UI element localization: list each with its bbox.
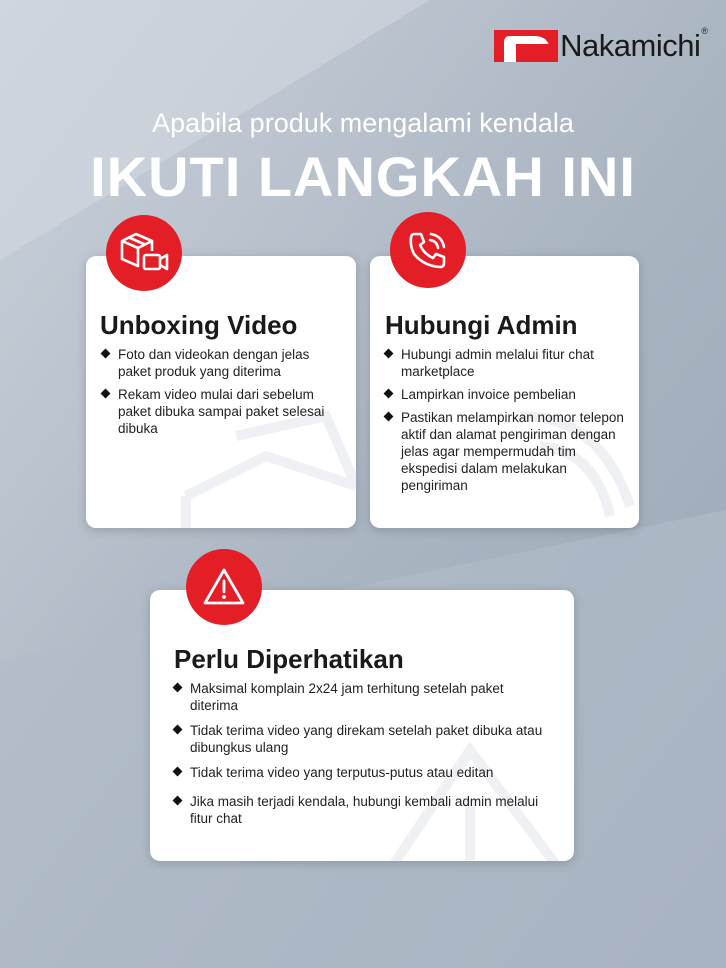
bullet-diamond-icon xyxy=(384,389,394,399)
bullet-diamond-icon xyxy=(173,725,183,735)
admin-card xyxy=(370,256,639,528)
warning-badge xyxy=(186,549,262,625)
list-item: Lampirkan invoice pembelian xyxy=(385,386,625,403)
bullet-diamond-icon xyxy=(384,412,394,422)
list-item: Rekam video mulai dari sebelum paket dibuka sampai paket selesai dibuka xyxy=(102,386,338,437)
registered-mark: ® xyxy=(701,26,708,36)
bullet-diamond-icon xyxy=(101,389,111,399)
list-item: Tidak terima video yang terputus-putus atau editan xyxy=(174,764,554,781)
brand-logo xyxy=(494,28,708,64)
bullet-diamond-icon xyxy=(101,349,111,359)
unboxing-card xyxy=(86,256,356,528)
admin-list xyxy=(385,346,625,500)
list-item: Pastikan melampirkan nomor telepon aktif dan alamat pengiriman dengan jelas agar mempermudah tim ekspedisi dalam melakukan pengiriman xyxy=(385,409,625,494)
headline-title: IKUTI LANGKAH INI xyxy=(90,145,636,208)
bullet-diamond-icon xyxy=(173,767,183,777)
bullet-diamond-icon xyxy=(384,349,394,359)
box-video-icon xyxy=(118,231,170,275)
list-item: Maksimal komplain 2x24 jam terhitung setelah paket diterima xyxy=(174,680,554,714)
notice-card xyxy=(150,590,574,861)
unboxing-list xyxy=(102,346,338,443)
headline-subtitle: Apabila produk mengalami kendala xyxy=(152,108,574,138)
notice-title: Perlu Diperhatikan xyxy=(174,644,404,674)
phone-icon xyxy=(406,228,450,272)
logo-mark-icon xyxy=(494,30,558,62)
admin-title: Hubungi Admin xyxy=(385,310,578,340)
notice-list xyxy=(174,680,554,833)
list-item: Hubungi admin melalui fitur chat marketplace xyxy=(385,346,625,380)
bullet-diamond-icon xyxy=(173,683,183,693)
box-video-badge xyxy=(106,215,182,291)
unboxing-title: Unboxing Video xyxy=(100,310,298,340)
list-item: Tidak terima video yang direkam setelah paket dibuka atau dibungkus ulang xyxy=(174,722,554,756)
bullet-diamond-icon xyxy=(173,796,183,806)
brand-name: Nakamichi xyxy=(560,28,701,63)
list-item: Foto dan videokan dengan jelas paket produk yang diterima xyxy=(102,346,338,380)
phone-badge xyxy=(390,212,466,288)
warning-icon xyxy=(201,566,247,608)
list-item: Jika masih terjadi kendala, hubungi kembali admin melalui fitur chat xyxy=(174,793,554,827)
